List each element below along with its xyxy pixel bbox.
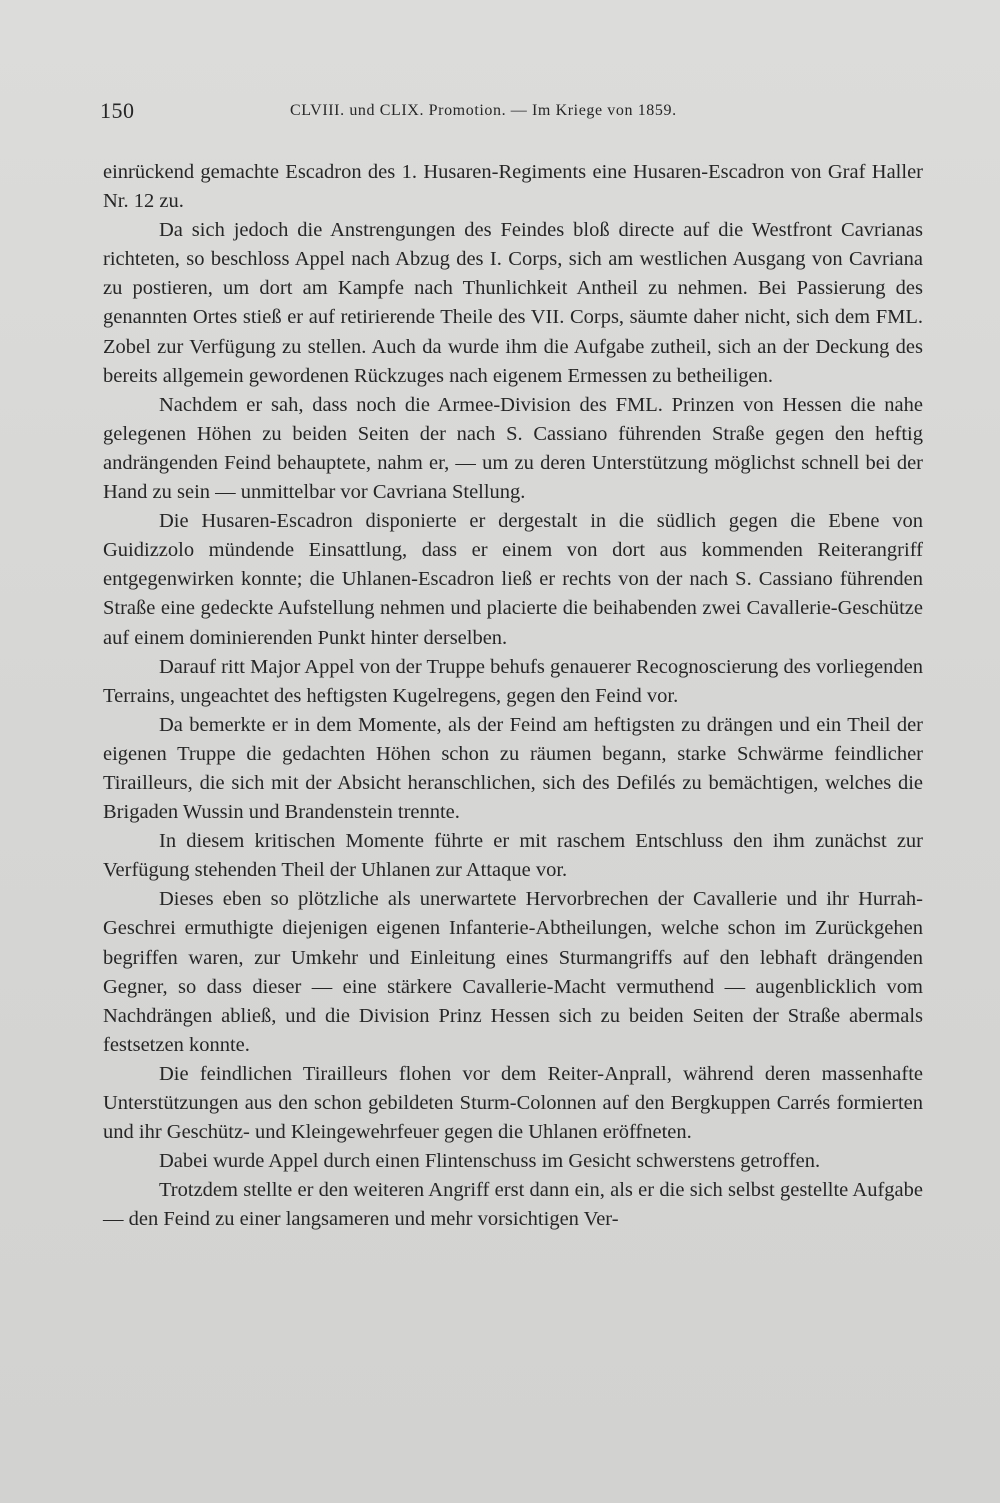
page-header [100,98,920,128]
running-head: CLVIII. und CLIX. Promotion. — Im Kriege von 1859. [290,102,677,119]
paragraph: Nachdem er sah, dass noch die Armee-Division des FML. Prinzen von Hessen die nahe gelegenen Höhen zu beiden Seiten der nach S. Cassiano führenden Straße gegen den heftig andrängenden Feind behauptete, nahm er, — um zu deren Unterstützung möglichst schnell bei der Hand zu sein — unmittelbar vor Cavriana Stellung. [103,393,923,504]
body-text [103,158,923,1234]
paragraph: Die feindlichen Tirailleurs flohen vor dem Reiter-Anprall, während deren massenhafte Unterstützungen aus den schon gebildeten Sturm-Colonnen auf den Bergkuppen Carrés formierten und ihr Geschütz- und Kleingewehrfeuer gegen die Uhlanen eröffneten. [103,1062,923,1144]
paragraph: einrückend gemachte Escadron des 1. Husaren-Regiments eine Husaren-Escadron von Graf Haller Nr. 12 zu. [103,161,923,213]
paragraph: Trotzdem stellte er den weiteren Angriff erst dann ein, als er die sich selbst gestellte Aufgabe — den Feind zu einer langsameren und mehr vorsichtigen Ver- [103,1179,923,1231]
paragraph: Darauf ritt Major Appel von der Truppe behufs genauerer Recognoscierung des vorliegenden Terrains, ungeachtet des heftigsten Kugelregens, gegen den Feind vor. [103,655,923,707]
page-number: 150 [100,98,135,123]
paragraph: Die Husaren-Escadron disponierte er dergestalt in die südlich gegen die Ebene von Guidizzolo mündende Einsattlung, dass er einem von dort aus kommenden Reiterangriff entgegenwirken konnte; die Uhlanen-Escadron ließ er rechts von der nach S. Cassiano führenden Straße eine gedeckte Aufstellung nehmen und placierte die beihabenden zwei Cavallerie-Geschütze auf einem dominierenden Punkt hinter derselben. [103,510,923,649]
paragraph: Dieses eben so plötzliche als unerwartete Hervorbrechen der Cavallerie und ihr Hurrah-Geschrei ermuthigte diejenigen eigenen Infanterie-Abtheilungen, welche schon im Zurückgehen begriffen waren, zur Umkehr und Einleitung eines Sturmangriffs auf den lebhaft drängenden Gegner, so dass dieser — eine stärkere Cavallerie-Macht vermuthend — augenblicklich vom Nachdrängen abließ, und die Division Prinz Hessen sich zu beiden Seiten der Straße abermals festsetzen konnte. [103,888,923,1056]
paragraph: Da sich jedoch die Anstrengungen des Feindes bloß directe auf die Westfront Cavrianas richteten, so beschloss Appel nach Abzug des I. Corps, sich am westlichen Ausgang von Cavriana zu postieren, um dort am Kampfe nach Thunlichkeit Antheil zu nehmen. Bei Passierung des genannten Ortes stieß er auf retirierende Theile des VII. Corps, säumte daher nicht, sich dem FML. Zobel zur Verfügung zu stellen. Auch da wurde ihm die Aufgabe zutheil, sich an der Deckung des bereits allgemein gewordenen Rückzuges nach eigenem Ermessen zu betheiligen. [103,219,923,387]
paragraph: In diesem kritischen Momente führte er mit raschem Entschluss den ihm zunächst zur Verfügung stehenden Theil der Uhlanen zur Attaque vor. [103,830,923,882]
paragraph: Dabei wurde Appel durch einen Flintenschuss im Gesicht schwerstens getroffen. [159,1150,821,1173]
paragraph: Da bemerkte er in dem Momente, als der Feind am heftigsten zu drängen und ein Theil der eigenen Truppe die gedachten Höhen schon zu räumen begann, starke Schwärme feindlicher Tirailleurs, die sich mit der Absicht heranschlichen, sich des Defilés zu bemächtigen, welches die Brigaden Wussin und Brandenstein trennte. [103,713,923,824]
